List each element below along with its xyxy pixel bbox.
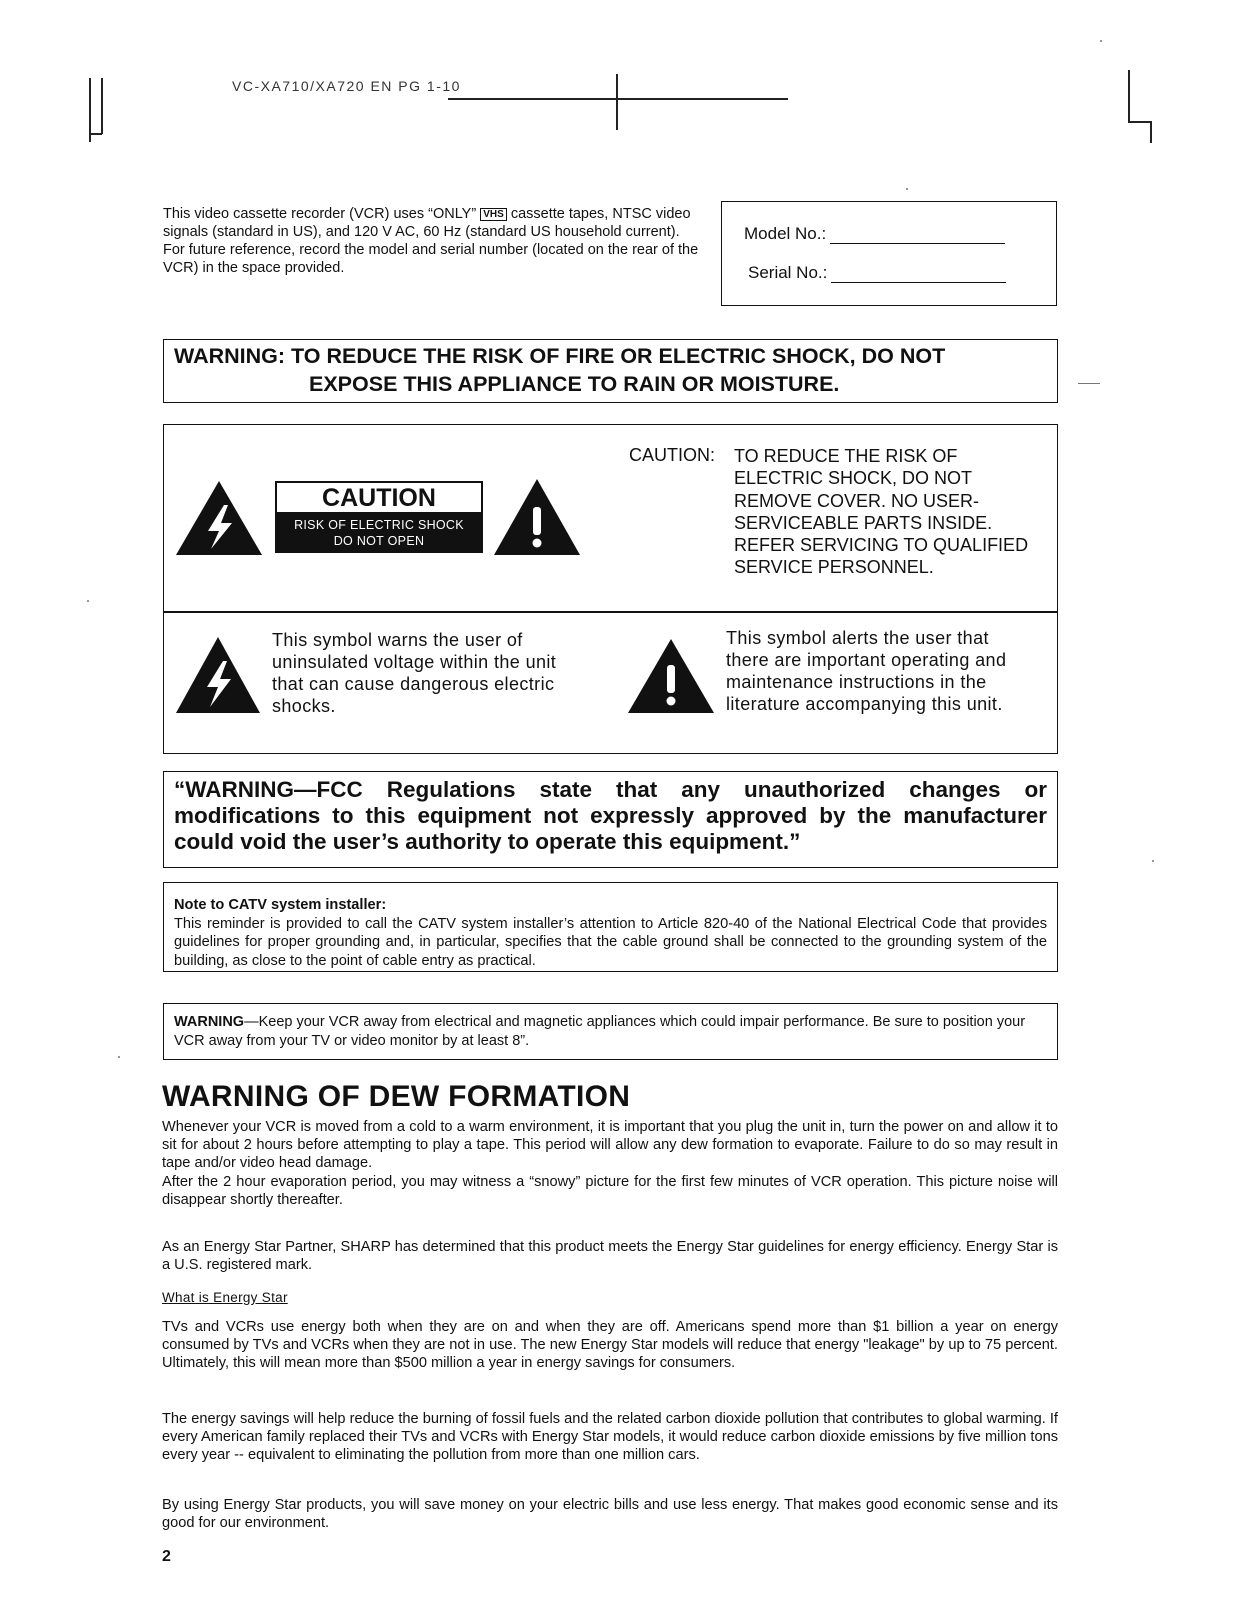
fire-shock-warning-box bbox=[163, 339, 1058, 403]
scan-speck bbox=[87, 600, 89, 602]
crop-mark-right-b bbox=[1128, 121, 1150, 123]
crop-mark-right-a bbox=[1128, 70, 1130, 122]
exclamation-symbol-text: This symbol alerts the user that there are important operating and maintenance instructions in the literature accompanying this unit. bbox=[726, 628, 1007, 714]
model-number-row bbox=[744, 224, 1005, 244]
caution-label bbox=[275, 481, 483, 553]
catv-note-box bbox=[163, 882, 1058, 972]
exclamation-triangle-icon bbox=[492, 477, 582, 557]
dew-formation-text bbox=[162, 1118, 1058, 1209]
crop-mark-right-c bbox=[1150, 121, 1152, 143]
lightning-symbol-icon bbox=[174, 635, 262, 715]
serial-number-row bbox=[748, 263, 1006, 283]
lightning-symbol-text: This symbol warns the user of uninsulated voltage within the unit that can cause dangerous electric shocks. bbox=[272, 630, 557, 716]
crop-mark-left-c bbox=[89, 133, 102, 135]
serial-number-label: Serial No.: bbox=[748, 263, 828, 282]
intro-text: This video cassette recorder (VCR) uses “ONLY” VHS cassette tapes, NTSC video signals (standard in US), and 120 V AC, 60 Hz (standard US household current). For future reference, record the model and serial number (located on the rear of the VCR) in the space provided. bbox=[163, 206, 699, 276]
energy-star-paragraph-2: The energy savings will help reduce the burning of fossil fuels and the related carbon dioxide pollution that contributes to global warming. If every American family replaced their TVs and VCRs with Energy Star models, it would reduce carbon dioxide emissions by five million tons every year -- equivalent to eliminating the pollution from more than one million cars. bbox=[162, 1411, 1058, 1464]
exclamation-symbol-icon bbox=[626, 637, 716, 715]
model-number-blank bbox=[830, 228, 1005, 244]
caution-text: TO REDUCE THE RISK OF ELECTRIC SHOCK, DO NOT REMOVE COVER. NO USER-SERVICEABLE PARTS INSIDE. REFER SERVICING TO QUALIFIED SERVICE PERSONNEL. bbox=[734, 446, 1029, 578]
dew-formation-heading: WARNING OF DEW FORMATION bbox=[162, 1080, 631, 1113]
dew-paragraph-1: Whenever your VCR is moved from a cold to a warm environment, it is important that you plug the unit in, turn the power on and allow it to sit for about 2 hours before attempting to play a tape. This period will allow any dew formation to evaporate. Failure to do so may result in tape and/or video head damage. bbox=[162, 1119, 1058, 1172]
caution-prefix: CAUTION: bbox=[629, 445, 716, 465]
energy-star-paragraph-3: By using Energy Star products, you will save money on your electric bills and use less energy. That makes good economic sense and its good for our environment. bbox=[162, 1497, 1058, 1532]
lightning-triangle-icon bbox=[174, 479, 264, 557]
model-serial-box bbox=[721, 201, 1057, 306]
header-rule bbox=[448, 98, 788, 100]
model-number-label: Model No.: bbox=[744, 224, 827, 243]
document-reference: VC-XA710/XA720 EN PG 1-10 bbox=[232, 78, 461, 94]
magnetic-warning-text: —Keep your VCR away from electrical and magnetic appliances which could impair performance. Be sure to position your VCR away from your TV or video monitor by at least 8”. bbox=[174, 1014, 1026, 1049]
caution-box bbox=[163, 424, 1058, 754]
energy-star-partner-text: As an Energy Star Partner, SHARP has determined that this product meets the Energy Star guidelines for energy efficiency. Energy Star is a U.S. registered mark. bbox=[162, 1239, 1058, 1274]
caution-label-subtitle: RISK OF ELECTRIC SHOCK DO NOT OPEN bbox=[275, 514, 483, 553]
page-number: 2 bbox=[162, 1548, 171, 1565]
magnetic-warning-box bbox=[163, 1003, 1058, 1060]
scan-speck bbox=[1152, 860, 1154, 862]
scan-speck bbox=[1100, 40, 1102, 42]
fcc-warning-box: “WARNING—FCC Regulations state that any unauthorized changes or modifications to this equipment not expressly approved by the manufacturer could void the user’s authority to operate this equipment.” bbox=[163, 771, 1058, 868]
vhs-logo-icon: VHS bbox=[480, 208, 507, 221]
crop-mark-left-b bbox=[101, 78, 103, 134]
header-tick bbox=[616, 74, 618, 130]
energy-star-subheading: What is Energy Star bbox=[162, 1290, 288, 1305]
magnetic-warning-label: WARNING bbox=[174, 1014, 245, 1030]
catv-note-text: This reminder is provided to call the CATV system installer’s attention to Article 820-40 of the National Electrical Code that provides guidelines for proper grounding and, in particular, specifies that the cable ground shall be connected to the grounding system of the building, as close to the point of cable entry as practical. bbox=[174, 915, 1047, 969]
scan-speck bbox=[906, 188, 908, 190]
energy-star-paragraph-1: TVs and VCRs use energy both when they are on and when they are off. Americans spend more than $1 billion a year on energy consumed by TVs and VCRs when they are not in use. The new Energy Star models will reduce that energy "leakage" by up to 75 percent. Ultimately, this will mean more than $500 million a year in energy savings for consumers. bbox=[162, 1319, 1058, 1372]
dew-paragraph-2: After the 2 hour evaporation period, you may witness a “snowy” picture for the first few minutes of VCR operation. This picture noise will disappear shortly thereafter. bbox=[162, 1173, 1058, 1208]
scan-speck bbox=[118, 1056, 120, 1058]
serial-number-blank bbox=[831, 267, 1006, 283]
fire-warning-line-1: WARNING: TO REDUCE THE RISK OF FIRE OR ELECTRIC SHOCK, DO NOT bbox=[174, 344, 946, 368]
catv-note-title: Note to CATV system installer: bbox=[174, 897, 387, 913]
caution-label-title: CAUTION bbox=[275, 481, 483, 514]
scan-dash bbox=[1078, 383, 1100, 384]
fire-warning-line-2: EXPOSE THIS APPLIANCE TO RAIN OR MOISTURE. bbox=[309, 372, 840, 396]
caution-divider bbox=[164, 611, 1057, 613]
